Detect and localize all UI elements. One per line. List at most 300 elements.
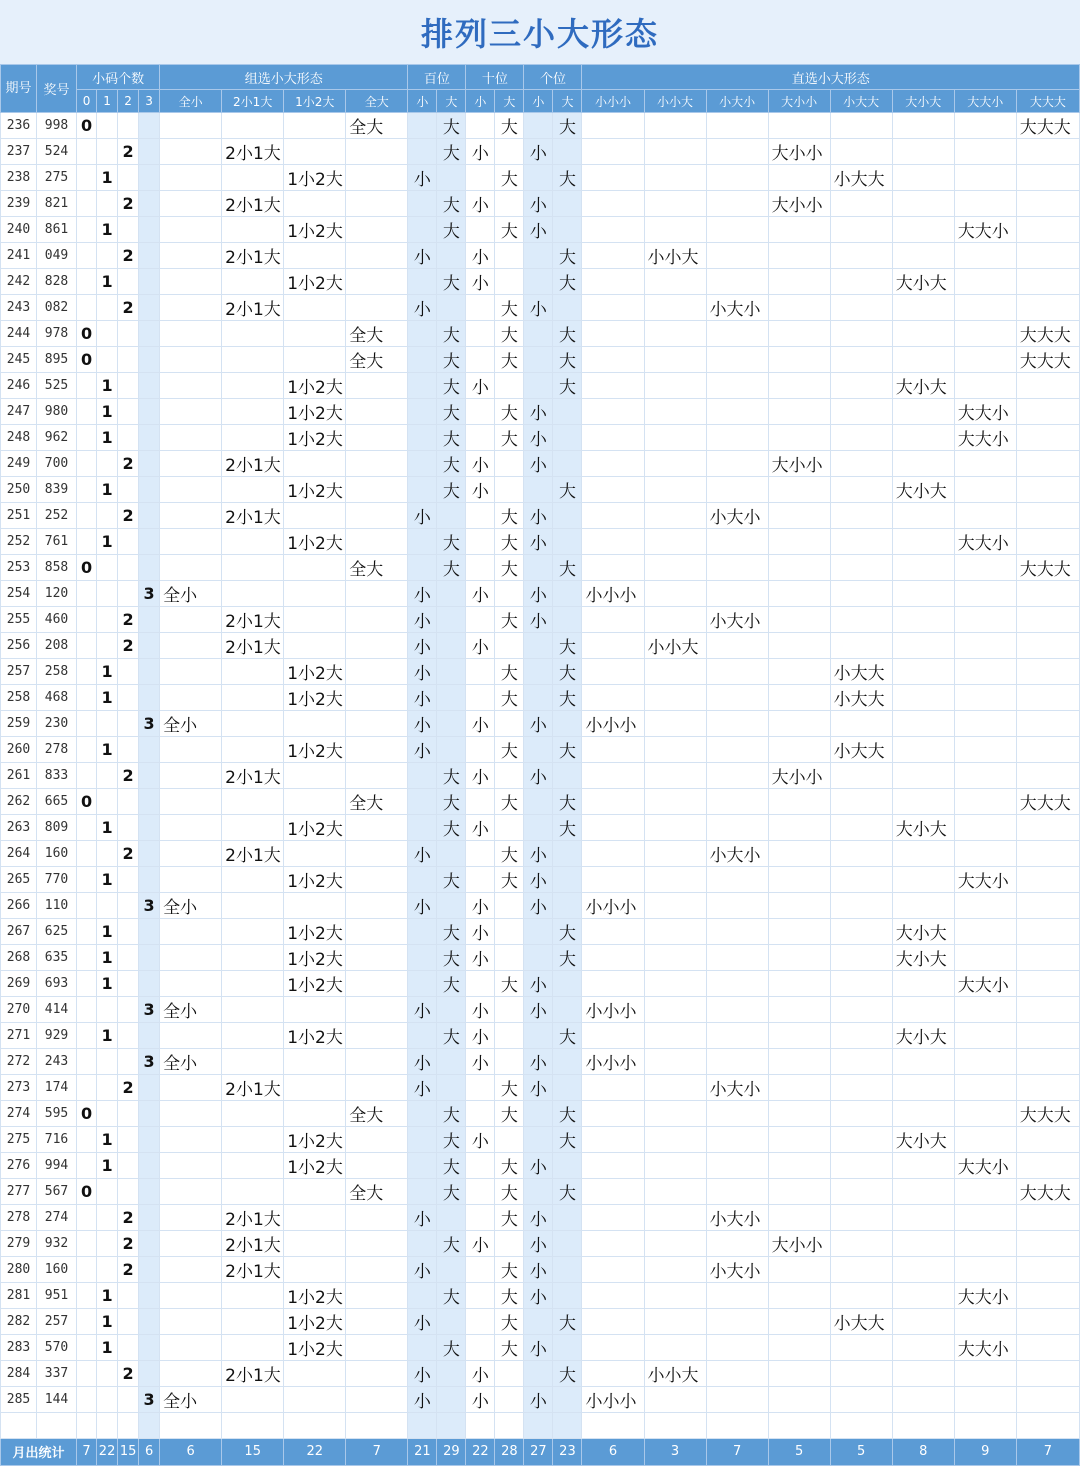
- small-count-cell: [139, 373, 160, 399]
- direct-cell: 大大大: [1016, 555, 1079, 581]
- combo-cell: [284, 347, 346, 373]
- empty-cell: [706, 1413, 768, 1439]
- direct-cell: 大小小: [768, 1231, 830, 1257]
- small-count-cell: 3: [139, 711, 160, 737]
- direct-cell: [706, 763, 768, 789]
- position-big-cell: [437, 1049, 466, 1075]
- position-big-cell: 大: [495, 1179, 524, 1205]
- direct-cell: [706, 191, 768, 217]
- units-group-header: 个位: [524, 65, 582, 90]
- period-cell: 262: [1, 789, 37, 815]
- period-header: 期号: [1, 65, 37, 113]
- combo-cell: 1小2大: [284, 165, 346, 191]
- direct-cell: [582, 477, 644, 503]
- period-cell: 239: [1, 191, 37, 217]
- direct-cell: [706, 1127, 768, 1153]
- position-small-cell: [524, 1101, 553, 1127]
- direct-cell: [582, 113, 644, 139]
- combo-cell: [160, 477, 222, 503]
- position-small-cell: [466, 1075, 495, 1101]
- direct-cell: [644, 191, 706, 217]
- direct-cell: [768, 347, 830, 373]
- position-small-cell: [408, 1179, 437, 1205]
- position-big-cell: 大: [495, 1257, 524, 1283]
- small-count-cell: [97, 581, 118, 607]
- direct-cell: 小小大: [644, 633, 706, 659]
- combo-cell: 1小2大: [284, 1127, 346, 1153]
- direct-cell: [582, 945, 644, 971]
- direct-cell: [706, 711, 768, 737]
- position-big-cell: 大: [495, 1309, 524, 1335]
- table-row: [1, 737, 1080, 763]
- direct-cell: [830, 789, 892, 815]
- direct-cell: [644, 217, 706, 243]
- combo-cell: 2小1大: [222, 1075, 284, 1101]
- small-count-cell: 2: [118, 763, 139, 789]
- position-small-cell: [466, 789, 495, 815]
- small-count-cell: [97, 295, 118, 321]
- period-cell: 255: [1, 607, 37, 633]
- direct-cell: [830, 1283, 892, 1309]
- position-big-cell: 大: [495, 217, 524, 243]
- small-count-cell: [139, 1127, 160, 1153]
- small-count-cell: 1: [97, 529, 118, 555]
- combo-cell: [222, 867, 284, 893]
- position-small-cell: 小: [408, 1257, 437, 1283]
- combo-cell: 全大: [346, 1179, 408, 1205]
- direct-cell: [830, 971, 892, 997]
- direct-cell: [768, 399, 830, 425]
- empty-cell: [954, 1413, 1016, 1439]
- position-big-cell: 大: [437, 191, 466, 217]
- combo-cell: [222, 737, 284, 763]
- direct-cell: [892, 399, 954, 425]
- table-row: [1, 763, 1080, 789]
- table-row: [1, 607, 1080, 633]
- position-small-cell: [466, 529, 495, 555]
- small-count-cell: [118, 815, 139, 841]
- number-cell: 110: [37, 893, 77, 919]
- small-count-cell: [139, 269, 160, 295]
- combo-cell: [160, 685, 222, 711]
- period-cell: 281: [1, 1283, 37, 1309]
- small-count-cell: [118, 165, 139, 191]
- combo-cell: [346, 1231, 408, 1257]
- direct-cell: [768, 1101, 830, 1127]
- small-count-cell: [118, 1283, 139, 1309]
- number-cell: 275: [37, 165, 77, 191]
- position-small-cell: 小: [524, 1231, 553, 1257]
- footer-stat-cell: 9: [954, 1438, 1016, 1465]
- direct-cell: [644, 1283, 706, 1309]
- number-cell: 144: [37, 1387, 77, 1413]
- direct-cell: [954, 1127, 1016, 1153]
- table-row: [1, 1335, 1080, 1361]
- combo-cell: [346, 711, 408, 737]
- small-count-cell: 1: [97, 425, 118, 451]
- combo-cell: 2小1大: [222, 243, 284, 269]
- direct-cell: [954, 1179, 1016, 1205]
- combo-cell: [346, 451, 408, 477]
- position-small-cell: [408, 919, 437, 945]
- small-count-cell: [118, 789, 139, 815]
- position-small-cell: 小: [408, 711, 437, 737]
- small-count-cell: 1: [97, 1335, 118, 1361]
- position-small-cell: 小: [524, 1205, 553, 1231]
- direct-cell: [582, 1309, 644, 1335]
- position-big-cell: 大: [495, 503, 524, 529]
- direct-cell: 小小小: [582, 581, 644, 607]
- small-count-cell: [118, 1101, 139, 1127]
- direct-cell: [644, 1127, 706, 1153]
- direct-cell: [1016, 165, 1079, 191]
- position-small-cell: [408, 1023, 437, 1049]
- direct-cell: [706, 1153, 768, 1179]
- position-big-cell: [495, 581, 524, 607]
- direct-col-header: 小大小: [706, 90, 768, 113]
- number-cell: 567: [37, 1179, 77, 1205]
- table-row: [1, 1023, 1080, 1049]
- direct-cell: [582, 633, 644, 659]
- small-count-cell: [97, 503, 118, 529]
- combo-cell: [222, 425, 284, 451]
- small-count-cell: 2: [118, 451, 139, 477]
- position-big-cell: 大: [553, 165, 582, 191]
- combo-cell: [346, 971, 408, 997]
- direct-cell: [644, 581, 706, 607]
- direct-cell: [1016, 1387, 1079, 1413]
- small-count-cell: [77, 451, 97, 477]
- table-row: [1, 1075, 1080, 1101]
- position-small-cell: [524, 555, 553, 581]
- combo-cell: [160, 165, 222, 191]
- position-big-cell: 大: [437, 815, 466, 841]
- combo-cell: [222, 1049, 284, 1075]
- position-big-cell: [495, 243, 524, 269]
- position-big-cell: [437, 1205, 466, 1231]
- small-count-cell: [77, 893, 97, 919]
- direct-cell: [644, 1049, 706, 1075]
- direct-cell: [582, 347, 644, 373]
- direct-cell: [644, 555, 706, 581]
- position-big-cell: [495, 815, 524, 841]
- position-big-cell: [553, 1387, 582, 1413]
- combo-cell: 2小1大: [222, 1257, 284, 1283]
- small-count-cell: [77, 867, 97, 893]
- small-count-cell: 2: [118, 1231, 139, 1257]
- direct-cell: [768, 295, 830, 321]
- direct-cell: 小小大: [644, 1361, 706, 1387]
- direct-cell: [706, 919, 768, 945]
- direct-cell: [582, 1023, 644, 1049]
- direct-cell: [892, 1075, 954, 1101]
- direct-cell: [706, 945, 768, 971]
- combo-cell: [160, 971, 222, 997]
- position-big-cell: [495, 997, 524, 1023]
- direct-cell: [582, 1101, 644, 1127]
- position-big-cell: 大: [553, 243, 582, 269]
- position-big-cell: 大: [437, 113, 466, 139]
- position-big-cell: [553, 1205, 582, 1231]
- direct-cell: [892, 763, 954, 789]
- small-count-cell: [97, 1205, 118, 1231]
- direct-cell: [830, 1101, 892, 1127]
- direct-cell: [892, 217, 954, 243]
- direct-cell: [582, 191, 644, 217]
- direct-cell: [768, 685, 830, 711]
- table-row: [1, 217, 1080, 243]
- direct-cell: [582, 1127, 644, 1153]
- small-count-cell: 3: [139, 997, 160, 1023]
- direct-cell: [830, 217, 892, 243]
- combo-cell: [160, 1231, 222, 1257]
- table-row: [1, 451, 1080, 477]
- position-big-cell: [495, 1231, 524, 1257]
- direct-cell: [830, 997, 892, 1023]
- combo-cell: 2小1大: [222, 1205, 284, 1231]
- position-small-cell: [524, 1127, 553, 1153]
- table-row: [1, 321, 1080, 347]
- position-big-cell: 大: [437, 1127, 466, 1153]
- period-cell: 241: [1, 243, 37, 269]
- position-small-cell: [524, 737, 553, 763]
- direct-cell: [706, 1179, 768, 1205]
- direct-cell: [768, 165, 830, 191]
- position-big-cell: 大: [495, 607, 524, 633]
- position-big-cell: [553, 1257, 582, 1283]
- position-small-cell: 小: [408, 607, 437, 633]
- combo-cell: 2小1大: [222, 763, 284, 789]
- direct-cell: [644, 763, 706, 789]
- direct-cell: [706, 1101, 768, 1127]
- position-small-cell: 小: [524, 1153, 553, 1179]
- direct-cell: [768, 711, 830, 737]
- direct-cell: [954, 997, 1016, 1023]
- direct-cell: 大大大: [1016, 789, 1079, 815]
- direct-cell: [768, 1361, 830, 1387]
- position-small-cell: [408, 1127, 437, 1153]
- combo-cell: [346, 295, 408, 321]
- position-big-cell: 大: [437, 1231, 466, 1257]
- combo-cell: [160, 945, 222, 971]
- direct-cell: [582, 607, 644, 633]
- direct-cell: [954, 633, 1016, 659]
- direct-cell: [892, 1049, 954, 1075]
- small-count-cell: [97, 893, 118, 919]
- combo-cell: 2小1大: [222, 191, 284, 217]
- combo-cell: [222, 919, 284, 945]
- table-row: [1, 373, 1080, 399]
- position-small-cell: 小: [408, 243, 437, 269]
- small-count-cell: [139, 321, 160, 347]
- position-small-cell: [524, 165, 553, 191]
- direct-cell: [892, 1283, 954, 1309]
- small-count-cell: [139, 191, 160, 217]
- direct-cell: [954, 1075, 1016, 1101]
- position-small-cell: 小: [524, 191, 553, 217]
- position-big-cell: [553, 139, 582, 165]
- position-small-cell: 小: [408, 1049, 437, 1075]
- direct-cell: 大小大: [892, 945, 954, 971]
- number-cell: 895: [37, 347, 77, 373]
- direct-cell: [582, 1335, 644, 1361]
- direct-cell: [892, 529, 954, 555]
- direct-cell: [1016, 633, 1079, 659]
- direct-cell: [892, 1361, 954, 1387]
- direct-cell: [644, 607, 706, 633]
- combo-cell: [160, 503, 222, 529]
- position-small-cell: [466, 165, 495, 191]
- position-big-cell: 大: [495, 971, 524, 997]
- position-small-cell: 小: [524, 893, 553, 919]
- table-row: [1, 243, 1080, 269]
- direct-cell: [706, 165, 768, 191]
- small-count-cell: [139, 217, 160, 243]
- direct-cell: [768, 919, 830, 945]
- direct-cell: [582, 269, 644, 295]
- direct-cell: [892, 607, 954, 633]
- position-col-header: 大: [553, 90, 582, 113]
- combo-cell: 1小2大: [284, 685, 346, 711]
- small-count-cell: 1: [97, 477, 118, 503]
- position-big-cell: [437, 243, 466, 269]
- combo-cell: 全小: [160, 997, 222, 1023]
- position-small-cell: 小: [524, 451, 553, 477]
- combo-cell: [284, 1179, 346, 1205]
- direct-cell: [644, 1023, 706, 1049]
- table-row: [1, 191, 1080, 217]
- period-cell: 267: [1, 919, 37, 945]
- combo-cell: [284, 113, 346, 139]
- small-count-cell: [139, 243, 160, 269]
- direct-cell: 大小大: [892, 919, 954, 945]
- direct-col-header: 小大大: [830, 90, 892, 113]
- combo-cell: [160, 373, 222, 399]
- direct-cell: [706, 217, 768, 243]
- small-count-cell: [118, 1023, 139, 1049]
- direct-cell: [644, 477, 706, 503]
- small-count-cell: [77, 737, 97, 763]
- small-count-cell: 2: [118, 139, 139, 165]
- combo-cell: 全大: [346, 113, 408, 139]
- combo-cell: [346, 685, 408, 711]
- combo-cell: [160, 451, 222, 477]
- position-small-cell: [466, 1283, 495, 1309]
- position-col-header: 大: [495, 90, 524, 113]
- small-count-cell: [77, 1075, 97, 1101]
- period-cell: 237: [1, 139, 37, 165]
- direct-cell: [892, 295, 954, 321]
- combo-cell: [222, 373, 284, 399]
- table-row: [1, 1283, 1080, 1309]
- direct-cell: 大小小: [768, 191, 830, 217]
- small-count-cell: [97, 711, 118, 737]
- direct-cell: [644, 1231, 706, 1257]
- footer-label: 月出统计: [1, 1438, 77, 1465]
- combo-cell: [346, 945, 408, 971]
- position-small-cell: [408, 347, 437, 373]
- direct-cell: [768, 1127, 830, 1153]
- direct-cell: [644, 919, 706, 945]
- small-count-cell: [97, 1257, 118, 1283]
- direct-cell: [954, 893, 1016, 919]
- small-count-cell: [118, 685, 139, 711]
- small-count-cell: [77, 1049, 97, 1075]
- position-big-cell: [553, 529, 582, 555]
- direct-cell: [706, 451, 768, 477]
- combo-cell: 2小1大: [222, 633, 284, 659]
- number-cell: 809: [37, 815, 77, 841]
- position-big-cell: 大: [495, 1101, 524, 1127]
- direct-cell: [830, 1127, 892, 1153]
- direct-cell: 大大小: [954, 399, 1016, 425]
- position-big-cell: [495, 1387, 524, 1413]
- small-count-cell: [118, 529, 139, 555]
- position-small-cell: [408, 1153, 437, 1179]
- direct-cell: [706, 1283, 768, 1309]
- direct-cell: [892, 737, 954, 763]
- combo-cell: [160, 1335, 222, 1361]
- direct-cell: 大小大: [892, 269, 954, 295]
- position-big-cell: [553, 841, 582, 867]
- small-count-cell: [77, 139, 97, 165]
- position-big-cell: [437, 165, 466, 191]
- direct-cell: [892, 581, 954, 607]
- period-cell: 249: [1, 451, 37, 477]
- combo-cell: [346, 919, 408, 945]
- direct-cell: [644, 1257, 706, 1283]
- small-count-cell: [139, 607, 160, 633]
- direct-cell: [644, 347, 706, 373]
- position-big-cell: [437, 841, 466, 867]
- direct-cell: [892, 685, 954, 711]
- direct-cell: [706, 399, 768, 425]
- small-count-cell: [118, 321, 139, 347]
- period-cell: 270: [1, 997, 37, 1023]
- combo-cell: [222, 555, 284, 581]
- table-row: [1, 1361, 1080, 1387]
- direct-cell: [892, 841, 954, 867]
- direct-cell: [768, 659, 830, 685]
- period-cell: 274: [1, 1101, 37, 1127]
- small-count-cell: [97, 555, 118, 581]
- small-count-cell: [97, 1101, 118, 1127]
- period-cell: 236: [1, 113, 37, 139]
- combo-cell: [222, 1153, 284, 1179]
- direct-cell: [768, 529, 830, 555]
- table-row: [1, 269, 1080, 295]
- small-count-cell: [97, 607, 118, 633]
- number-cell: 414: [37, 997, 77, 1023]
- combo-cell: [284, 1049, 346, 1075]
- direct-cell: [1016, 815, 1079, 841]
- position-col-header: 小: [408, 90, 437, 113]
- direct-cell: [768, 997, 830, 1023]
- position-small-cell: [408, 815, 437, 841]
- small-count-cell: [97, 243, 118, 269]
- small-count-cell: 1: [97, 659, 118, 685]
- small-count-cell: [77, 711, 97, 737]
- period-cell: 280: [1, 1257, 37, 1283]
- direct-cell: [892, 451, 954, 477]
- number-cell: 570: [37, 1335, 77, 1361]
- position-small-cell: 小: [408, 893, 437, 919]
- combo-cell: [346, 269, 408, 295]
- number-cell: 951: [37, 1283, 77, 1309]
- position-small-cell: [408, 945, 437, 971]
- direct-cell: [644, 529, 706, 555]
- direct-cell: [830, 945, 892, 971]
